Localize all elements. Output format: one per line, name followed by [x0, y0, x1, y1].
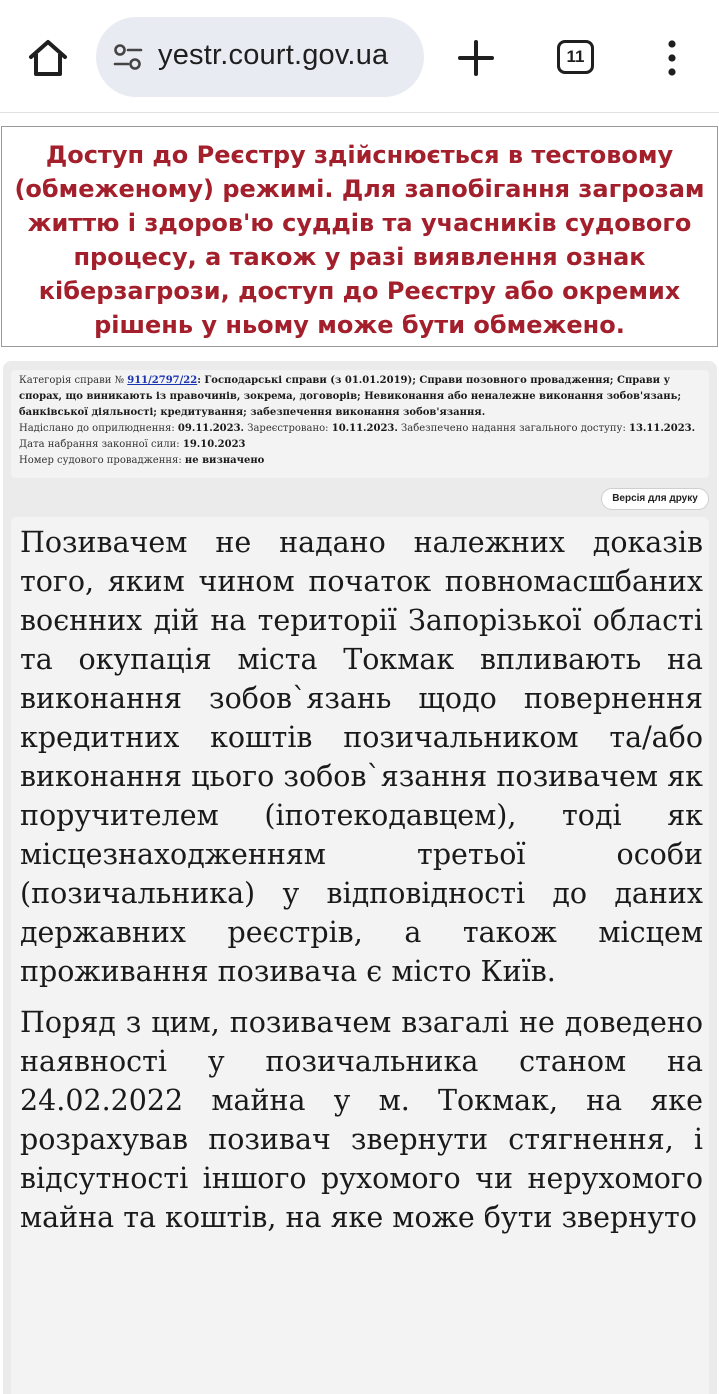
case-number-link[interactable]: 911/2797/22 — [127, 375, 198, 386]
browser-toolbar — [0, 0, 719, 113]
new-tab-plus-icon[interactable] — [456, 38, 496, 78]
access-warning-banner — [1, 126, 718, 347]
address-bar[interactable] — [96, 17, 424, 97]
tab-switcher-icon[interactable]: 11 — [557, 40, 594, 74]
site-settings-icon[interactable] — [113, 43, 143, 71]
proceeding-number: Номер судового провадження: не визначено — [19, 455, 265, 466]
warning-text: Доступ до Реєстру здійснюється в тестовому (обмеженому) режимі. Для запобігання загрозам життю і здоров'ю суддів та учасників судового процесу, а також у разі виявлення ознак кіберзагрози, доступ до Реєстру або окремих рішень у ньому може бути обмежено. — [14, 141, 705, 339]
case-category: Категорія справи № 911/2797/22: Господарські справи (з 01.01.2019); Справи позовного провадження; Справи у спорах, що виникають із правочинів, зокрема, договорів; Невиконання або неналежне виконання зобов'язань; банківської діяльності; кредитування; забезпечення виконання зобов'язання. — [19, 375, 682, 418]
effect-date: Дата набрання законної сили: 19.10.2023 — [19, 439, 246, 450]
document-container — [3, 361, 717, 1394]
case-category-value: : Господарські справи (з 01.01.2019); Справи позовного провадження; Справи у спорах, що виникають із правочинів, зокрема, договорів; Невиконання або неналежне виконання зобов'язань; банківської діяльності; кредитування; забезпечення виконання зобов'язання. — [19, 375, 682, 418]
paragraph: Поряд з цим, позивачем взагалі не доведено наявності у позичальника станом на 24.02.2022 майна у м. Токмак, на яке розрахував позивач звернути стягнення, і відсутності іншого рухомого чи нерухомого майна та коштів, на яке може бути звернуто — [20, 1006, 703, 1234]
home-icon[interactable] — [26, 36, 70, 80]
paragraph: Позивачем не надано належних доказів того, яким чином початок повномасшбаних воєнних дій на території Запорізької області та окупація міста Токмак впливають на виконання зобов`язань щодо повернення кредитних коштів позичальником та/або виконання цього зобов`язання позивачем як поручителем (іпотекодавцем), тоді як місцезнаходженням третьої особи (позичальника) у відповідності до даних державних реєстрів, а також місцем проживання позивача є місто Київ. — [20, 526, 703, 988]
case-dates: Надіслано до оприлюднення: 09.11.2023. Зареєстровано: 10.11.2023. Забезпечено надання загального доступу: 13.11.2023. — [19, 423, 696, 434]
case-metadata — [11, 370, 709, 478]
url-text[interactable]: yestr.court.gov.ua — [158, 39, 389, 71]
print-version-button[interactable]: Версія для друку — [601, 488, 709, 510]
more-menu-icon[interactable] — [662, 38, 682, 78]
decision-text — [11, 517, 709, 1394]
